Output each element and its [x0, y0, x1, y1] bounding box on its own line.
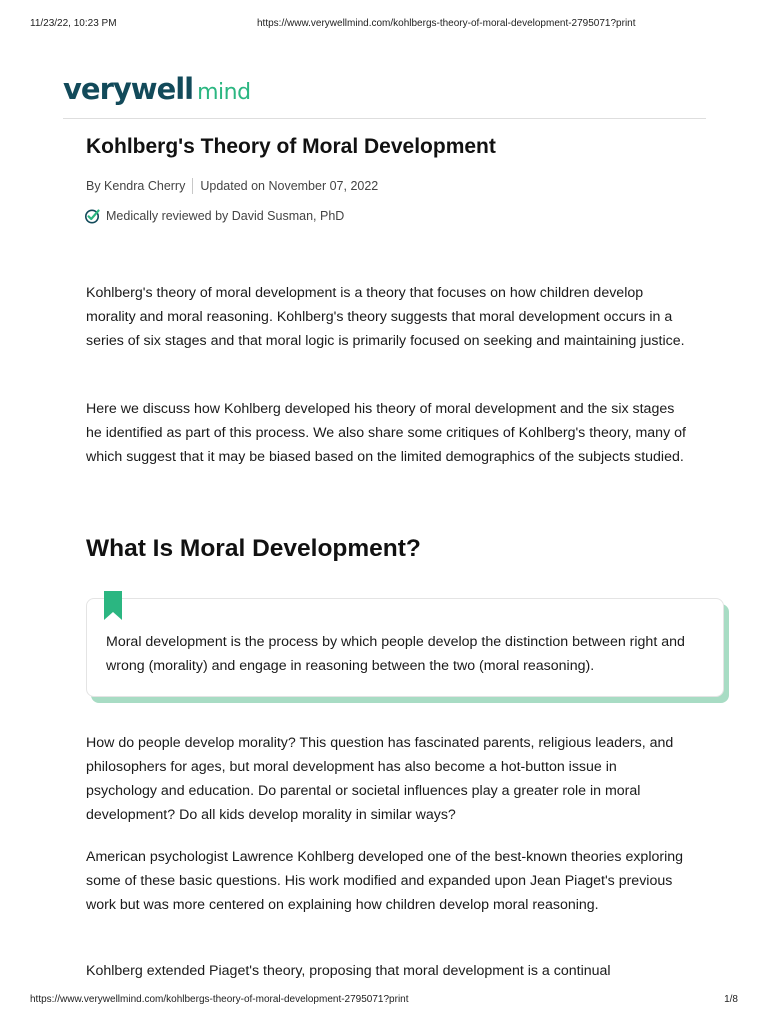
callout-text: Moral development is the process by which people develop the distinction between right and wrong (morality) and engage in reasoning between the two (moral reasoning).: [106, 634, 685, 674]
updated-date: Updated on November 07, 2022: [200, 179, 379, 193]
definition-callout: [86, 598, 724, 697]
logo-sub-text: mind: [197, 80, 251, 105]
bookmark-icon: [102, 591, 124, 621]
author[interactable]: By Kendra Cherry: [86, 179, 186, 193]
footer-url: https://www.verywellmind.com/kohlbergs-theory-of-moral-development-2795071?print: [30, 994, 409, 1005]
intro-paragraph-2: Here we discuss how Kohlberg developed his theory of moral development and the six stages he identified as part of this process. We also share some critiques of Kohlberg's theory, many of which suggest that it may be biased based on the limited demographics of the subjects studied.: [86, 401, 686, 465]
reviewer[interactable]: Medically reviewed by David Susman, PhD: [106, 209, 345, 223]
body-paragraph-3: Kohlberg extended Piaget's theory, proposing that moral development is a continual: [86, 963, 611, 979]
article-title: Kohlberg's Theory of Moral Development: [86, 135, 496, 158]
medical-review: [84, 208, 684, 224]
byline: [86, 178, 686, 194]
check-circle-icon: [84, 208, 100, 224]
page-number: 1/8: [724, 994, 738, 1005]
body-paragraph-1: How do people develop morality? This question has fascinated parents, religious leaders, and philosophers for ages, but moral development has also become a hot-button issue in psychology and education. Do parental or societal influences play a greater role in moral development? Do all kids develop morality in similar ways?: [86, 735, 674, 823]
section-heading: What Is Moral Development?: [86, 535, 421, 562]
print-url: https://www.verywellmind.com/kohlbergs-theory-of-moral-development-2795071?print: [257, 18, 636, 29]
byline-separator: [192, 178, 193, 194]
body-paragraph-2: American psychologist Lawrence Kohlberg developed one of the best-known theories exploring some of these basic questions. His work modified and expanded upon Jean Piaget's previous work but was more centered on explaining how children develop moral reasoning.: [86, 849, 684, 913]
intro-paragraph-1: Kohlberg's theory of moral development is a theory that focuses on how children develop morality and moral reasoning. Kohlberg's theory suggests that moral development occurs in a series of six stages and that moral logic is primarily focused on seeking and maintaining justice.: [86, 285, 685, 349]
print-datetime: 11/23/22, 10:23 PM: [30, 18, 117, 29]
logo-main-text: verywell: [63, 72, 194, 106]
header-divider: [63, 118, 706, 119]
site-logo[interactable]: [63, 72, 251, 106]
